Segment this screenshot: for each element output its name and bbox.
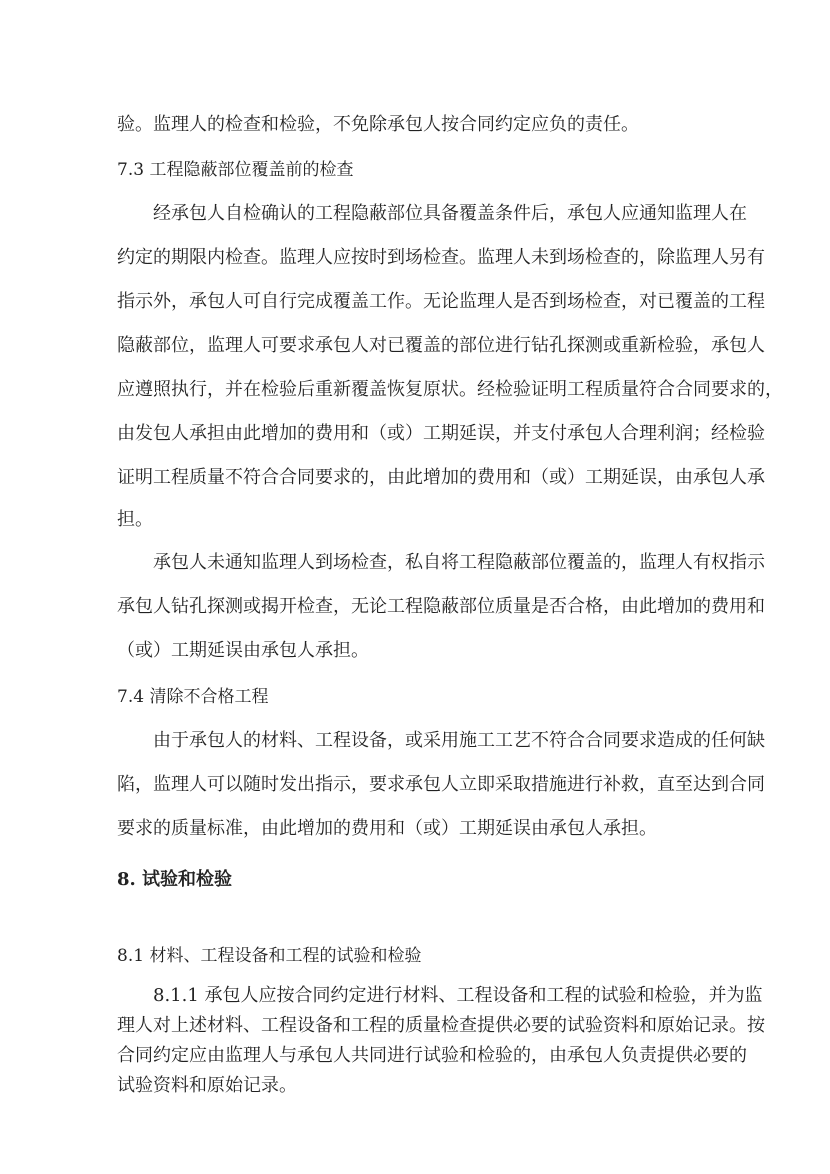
paragraph-line: 承包人钻孔探测或揭开检查，无论工程隐蔽部位质量是否合格，由此增加的费用和 [117,596,765,617]
chapter-heading-8: 8. 试验和检验 [117,869,233,890]
paragraph-line: 由于承包人的材料、工程设备，或采用施工工艺不符合合同要求造成的任何缺 [153,730,765,751]
paragraph-line: 合同约定应由监理人与承包人共同进行试验和检验的，由承包人负责提供必要的 [117,1045,747,1066]
paragraph-line: 理人对上述材料、工程设备和工程的质量检查提供必要的试验资料和原始记录。按 [117,1015,765,1036]
section-heading-7-3: 7.3 工程隐蔽部位覆盖前的检查 [117,160,354,180]
paragraph-line: 验。监理人的检查和检验，不免除承包人按合同约定应负的责任。 [117,114,639,135]
paragraph-line: 试验资料和原始记录。 [117,1075,297,1096]
paragraph-line: 要求的质量标准，由此增加的费用和（或）工期延误由承包人承担。 [117,818,657,839]
section-heading-7-4: 7.4 清除不合格工程 [117,687,269,707]
paragraph-line: 证明工程质量不符合合同要求的，由此增加的费用和（或）工期延误，由承包人承 [117,467,765,488]
paragraph-line: 约定的期限内检查。监理人应按时到场检查。监理人未到场检查的，除监理人另有 [117,247,765,268]
paragraph-line: 经承包人自检确认的工程隐蔽部位具备覆盖条件后，承包人应通知监理人在 [153,203,747,224]
paragraph-line: 担。 [117,509,153,530]
paragraph-line: 由发包人承担由此增加的费用和（或）工期延误，并支付承包人合理利润；经检验 [117,423,765,444]
paragraph-line: 应遵照执行，并在检验后重新覆盖恢复原状。经检验证明工程质量符合合同要求的， [117,379,783,400]
paragraph-line: 陷，监理人可以随时发出指示，要求承包人立即采取措施进行补救，直至达到合同 [117,774,765,795]
paragraph-line: 承包人未通知监理人到场检查，私自将工程隐蔽部位覆盖的，监理人有权指示 [153,552,765,573]
paragraph-line: 8.1.1 承包人应按合同约定进行材料、工程设备和工程的试验和检验，并为监 [153,985,763,1006]
paragraph-line: 指示外，承包人可自行完成覆盖工作。无论监理人是否到场检查，对已覆盖的工程 [117,291,765,312]
section-heading-8-1: 8.1 材料、工程设备和工程的试验和检验 [117,946,422,966]
paragraph-line: （或）工期延误由承包人承担。 [117,640,369,661]
paragraph-line: 隐蔽部位，监理人可要求承包人对已覆盖的部位进行钻孔探测或重新检验，承包人 [117,335,765,356]
